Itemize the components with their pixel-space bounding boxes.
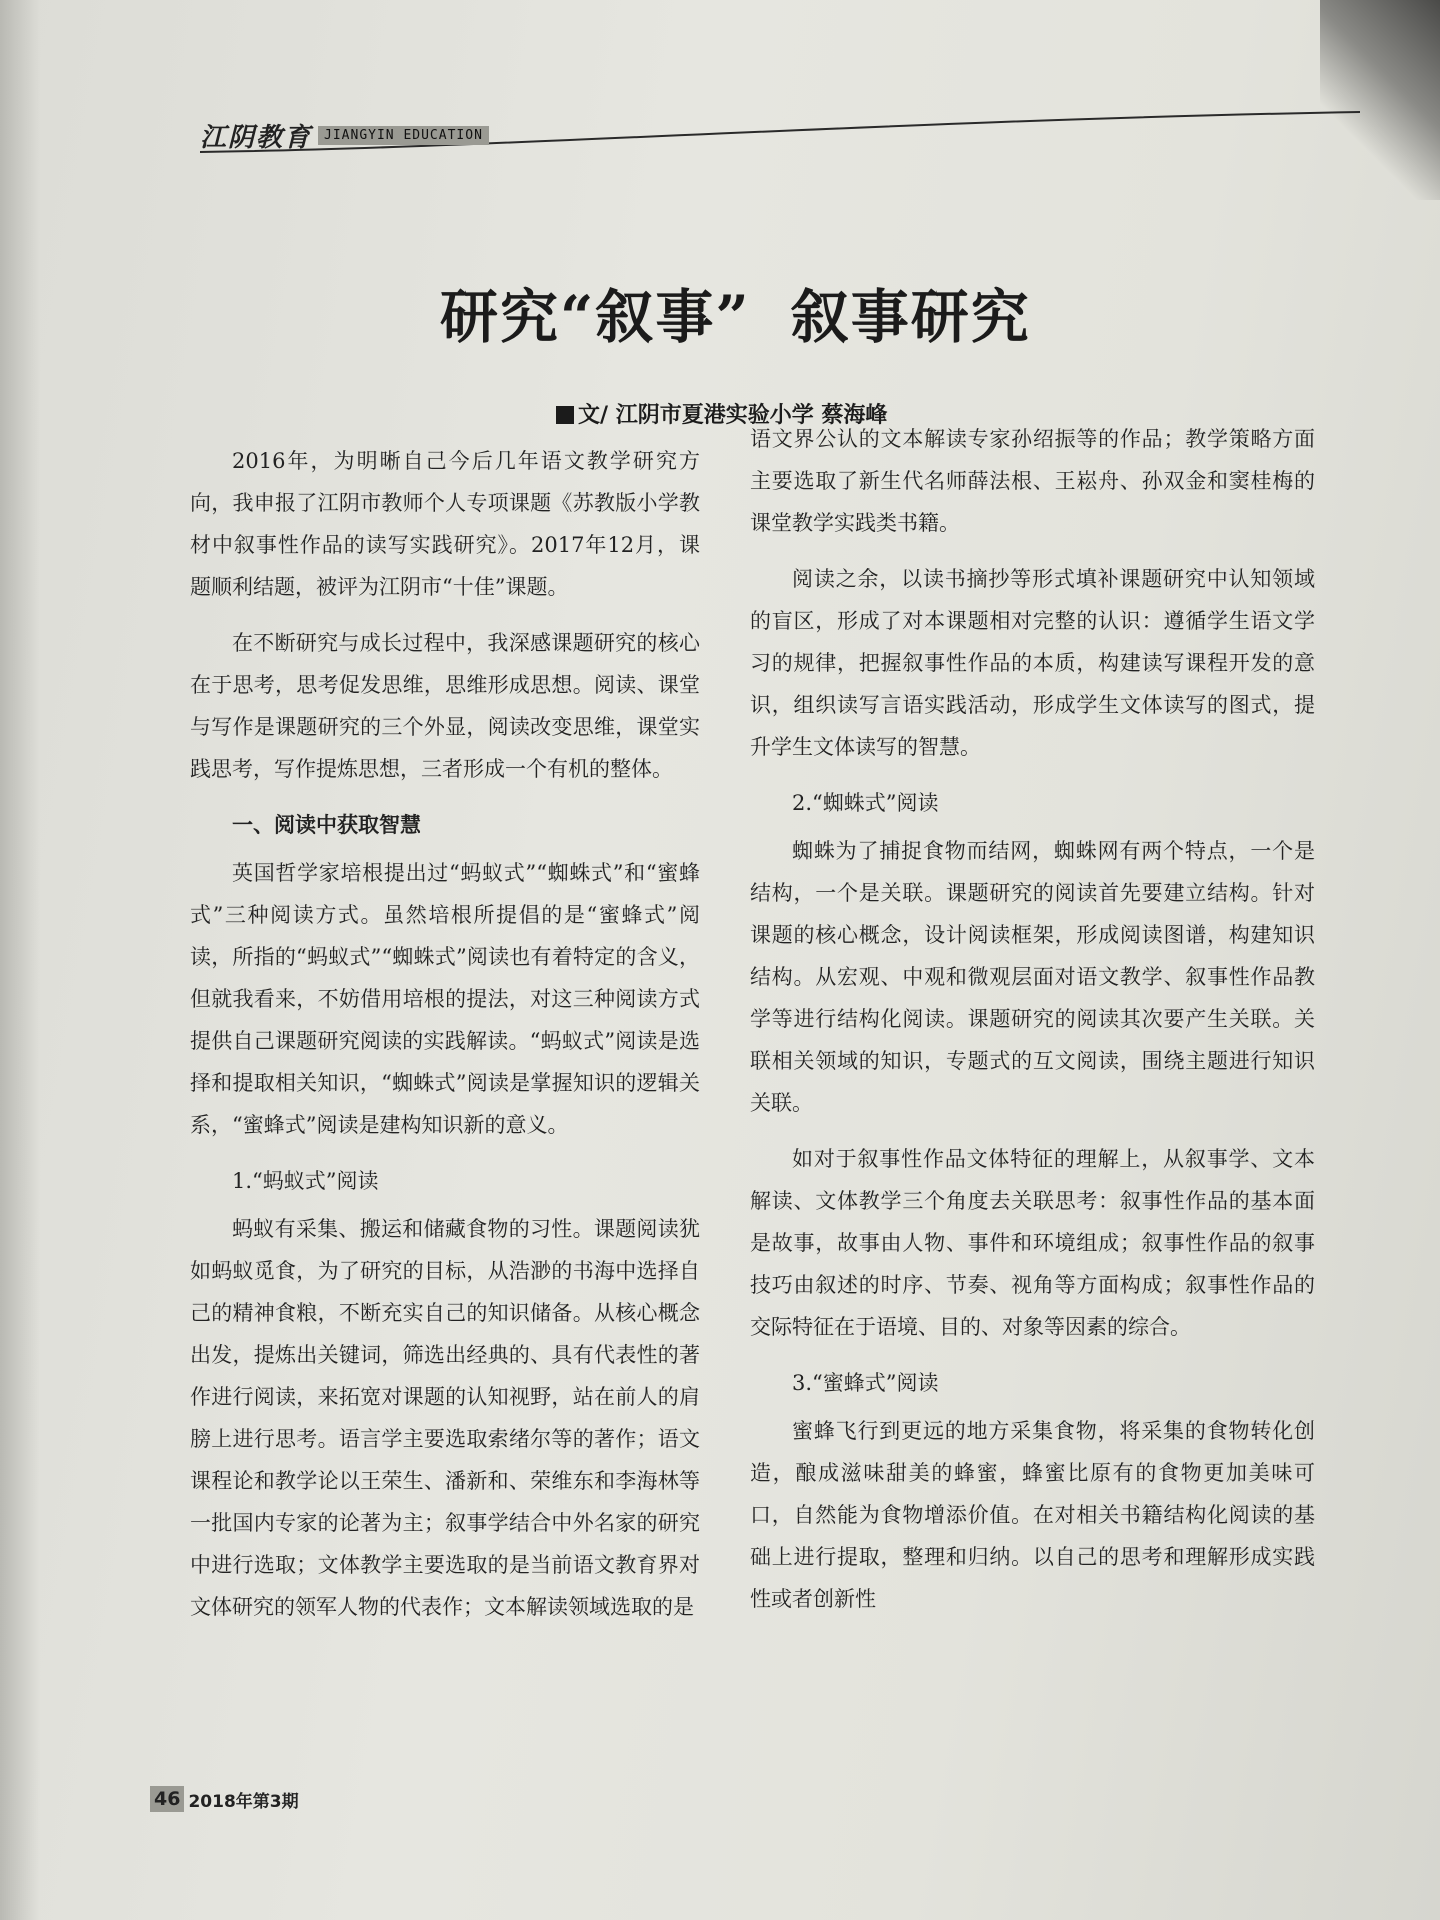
byline-square-icon <box>556 406 574 424</box>
left-column <box>190 440 700 1642</box>
paragraph: 阅读之余，以读书摘抄等形式填补课题研究中认知领域的盲区，形成了对本课题相对完整的认识：遵循学生语文学习的规律，把握叙事性作品的本质，构建读写课程开发的意识，组织读写言语实践活动，形成学生文体读写的图式，提升学生文体读写的智慧。 <box>750 567 1315 759</box>
paragraph: 蜘蛛为了捕捉食物而结网，蜘蛛网有两个特点，一个是结构，一个是关联。课题研究的阅读首先要建立结构。针对课题的核心概念，设计阅读框架，形成阅读图谱，构建知识结构。从宏观、中观和微观层面对语文教学、叙事性作品教学等进行结构化阅读。课题研究的阅读其次要产生关联。关联相关领域的知识，专题式的互文阅读，围绕主题进行知识关联。 <box>750 839 1315 1115</box>
journal-brand-en: JIANGYIN EDUCATION <box>318 126 489 145</box>
paragraph: 如对于叙事性作品文体特征的理解上，从叙事学、文本解读、文体教学三个角度去关联思考：叙事性作品的基本面是故事，故事由人物、事件和环境组成；叙事性作品的叙事技巧由叙述的时序、节奏、视角等方面构成；叙事性作品的交际特征在于语境、目的、对象等因素的综合。 <box>750 1147 1315 1339</box>
journal-header <box>200 118 489 152</box>
issue-label: 2018年第3期 <box>188 1791 299 1812</box>
article-title <box>440 270 1080 354</box>
paragraph: 英国哲学家培根提出过“蚂蚁式”“蜘蛛式”和“蜜蜂式”三种阅读方式。虽然培根所提倡的是“蜜蜂式”阅读，所指的“蚂蚁式”“蜘蛛式”阅读也有着特定的含义，但就我看来，不妨借用培根的提法，对这三种阅读方式提供自己课题研究阅读的实践解读。“蚂蚁式”阅读是选择和提取相关知识，“蜘蛛式”阅读是掌握知识的逻辑关系，“蜜蜂式”阅读是建构知识新的意义。 <box>190 861 700 1137</box>
right-column <box>750 418 1315 1634</box>
section-heading: 一、阅读中获取智慧 <box>232 813 421 837</box>
paragraph: 蚂蚁有采集、搬运和储藏食物的习性。课题阅读犹如蚂蚁觅食，为了研究的目标，从浩渺的书海中选择自己的精神食粮，不断充实自己的知识储备。从核心概念出发，提炼出关键词，筛选出经典的、具有代表性的著作进行阅读，来拓宽对课题的认知视野，站在前人的肩膀上进行思考。语言学主要选取索绪尔等的著作；语文课程论和教学论以王荣生、潘新和、荣维东和李海林等一批国内专家的论著为主；叙事学结合中外名家的研究中进行选取；文体教学主要选取的是当前语文教育界对文体研究的领军人物的代表作；文本解读领域选取的是 <box>190 1217 700 1619</box>
paragraph: 蜜蜂飞行到更远的地方采集食物，将采集的食物转化创造，酿成滋味甜美的蜂蜜，蜂蜜比原有的食物更加美味可口，自然能为食物增添价值。在对相关书籍结构化阅读的基础上进行提取，整理和归纳。以自己的思考和理解形成实践性或者创新性 <box>750 1419 1315 1611</box>
byline-text: 文/ 江阴市夏港实验小学 蔡海峰 <box>578 403 888 428</box>
subsection-heading: 2.“蜘蛛式”阅读 <box>792 791 939 815</box>
paragraph: 在不断研究与成长过程中，我深感课题研究的核心在于思考，思考促发思维，思维形成思想。阅读、课堂与写作是课题研究的三个外显，阅读改变思维，课堂实践思考，写作提炼思想，三者形成一个有机的整体。 <box>190 631 700 781</box>
title-part-2: 叙事研究 <box>790 283 1031 351</box>
paragraph: 2016年，为明晰自己今后几年语文教学研究方向，我申报了江阴市教师个人专项课题《苏教版小学教材中叙事性作品的读写实践研究》。2017年12月，课题顺利结题，被评为江阴市“十佳”课题。 <box>190 449 700 599</box>
journal-brand-cn: 江阴教育 <box>200 122 313 153</box>
page-left-edge-shadow <box>0 0 40 1920</box>
page-footer <box>150 1786 299 1812</box>
subsection-heading: 3.“蜜蜂式”阅读 <box>792 1371 939 1395</box>
page-number: 46 <box>150 1786 184 1812</box>
paragraph: 语文界公认的文本解读专家孙绍振等的作品；教学策略方面主要选取了新生代名师薛法根、王崧舟、孙双金和窦桂梅的课堂教学实践类书籍。 <box>750 427 1315 535</box>
title-part-1: 研究“叙事” <box>440 283 751 351</box>
subsection-heading: 1.“蚂蚁式”阅读 <box>232 1169 379 1193</box>
